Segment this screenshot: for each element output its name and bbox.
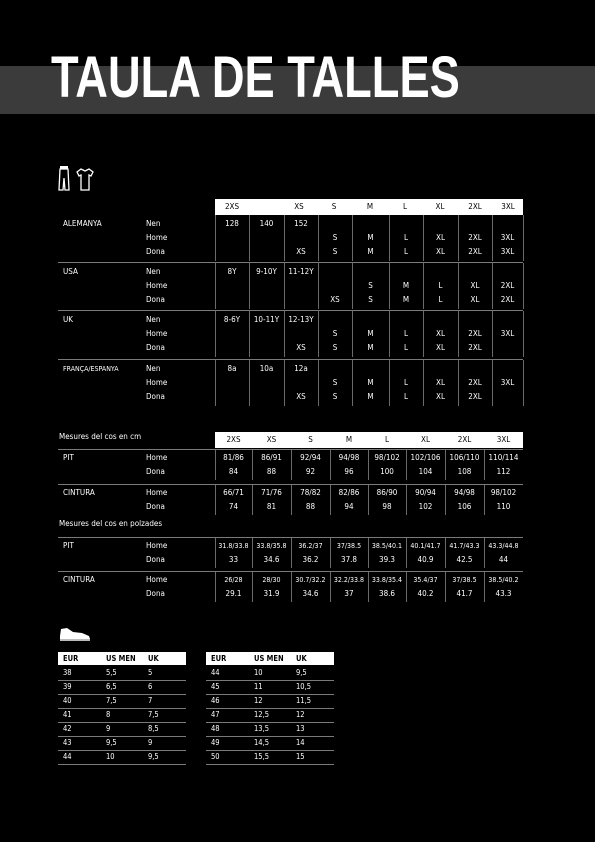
measure-cell: 26/28 <box>224 576 243 584</box>
size-cell: S <box>332 233 338 242</box>
shoe-size-cell: 50 <box>211 752 220 761</box>
measure-cell: 74 <box>228 502 239 511</box>
measure-cell: 108 <box>457 467 472 476</box>
measure-cell: 104 <box>418 467 433 476</box>
column-header: L <box>402 202 407 211</box>
size-cell: L <box>403 392 408 401</box>
size-cell: M <box>367 378 374 387</box>
group-divider <box>58 262 523 263</box>
shoe-size-cell: 12 <box>296 710 305 719</box>
size-cell: S <box>332 392 338 401</box>
measure-cell: 35.4/37 <box>413 576 438 584</box>
shoe-size-row <box>58 750 186 765</box>
size-cell: L <box>403 233 408 242</box>
measure-cell: 94/98 <box>338 453 360 462</box>
size-cell: 8-6Y <box>223 315 241 324</box>
size-cell: 2XL <box>468 378 482 387</box>
column-divider <box>523 360 524 406</box>
shoe-size-cell: 41 <box>63 710 72 719</box>
size-cell: 2XL <box>500 295 515 304</box>
shoe-size-cell: 38 <box>63 668 72 677</box>
measure-cell: 37/38.5 <box>336 542 362 550</box>
size-cell: 3XL <box>500 329 515 338</box>
section-heading: Mesures del cos en cm <box>59 432 142 441</box>
shoe-size-cell: 7,5 <box>106 696 117 705</box>
group-divider <box>58 359 523 360</box>
measure-cell: 44 <box>498 555 509 564</box>
column-divider <box>523 215 524 261</box>
measure-cell: 41.7/43.3 <box>449 542 480 550</box>
row-label: Dona <box>146 247 165 256</box>
shoe-size-row <box>206 750 334 765</box>
size-cell: L <box>403 247 408 256</box>
size-cell: 10-11Y <box>253 315 280 324</box>
shoe-size-row <box>206 666 334 681</box>
measure-cell: 110 <box>496 502 511 511</box>
country-label: USA <box>63 267 78 276</box>
measure-cell: 36.2 <box>302 555 319 564</box>
size-cell: M <box>367 343 374 352</box>
measure-cell: 29.1 <box>225 589 242 598</box>
measure-cell: 36.2/37 <box>298 542 323 550</box>
measure-cell: 94 <box>344 502 354 511</box>
shoe-icon <box>58 626 92 646</box>
column-header: XS <box>294 202 304 211</box>
column-header: UK <box>296 654 307 663</box>
measure-cell: 33.8/35.8 <box>256 542 287 550</box>
measure-cell: 41.7 <box>456 589 473 598</box>
shoe-size-cell: 48 <box>211 724 220 733</box>
column-header: 2XS <box>224 202 240 211</box>
measure-cell: 37.8 <box>340 555 358 564</box>
shoe-size-row <box>58 694 186 709</box>
shoe-size-cell: 11 <box>254 682 263 691</box>
column-header: XL <box>435 202 445 211</box>
measure-cell: 90/94 <box>415 488 436 497</box>
measure-cell: 31.8/33.8 <box>218 542 249 550</box>
row-label: Home <box>146 575 168 584</box>
measure-cell: 37/38.5 <box>452 576 477 584</box>
measure-cell: 106/110 <box>449 453 480 462</box>
size-cell: XS <box>296 392 306 401</box>
measure-cell: 98/102 <box>490 488 517 497</box>
row-label: Nen <box>146 219 161 228</box>
shoe-size-cell: 10,5 <box>296 682 312 691</box>
size-cell: 12a <box>294 364 308 373</box>
size-cell: 3XL <box>500 233 515 242</box>
size-cell: L <box>403 343 408 352</box>
measure-cell: 37 <box>344 589 354 598</box>
shoe-size-cell: 6,5 <box>106 682 117 691</box>
column-header: M <box>345 435 353 444</box>
shoe-size-cell: 46 <box>211 696 220 705</box>
row-label: Home <box>146 541 168 550</box>
size-cell: M <box>367 247 374 256</box>
shoe-size-cell: 11,5 <box>296 696 312 705</box>
shoe-size-cell: 40 <box>63 696 72 705</box>
shoe-size-cell: 5 <box>148 668 153 677</box>
size-cell: L <box>403 378 408 387</box>
measure-cell: 43.3/44.8 <box>488 542 519 550</box>
measure-cell: 81 <box>266 502 277 511</box>
measure-cell: 78/82 <box>300 488 321 497</box>
shoe-size-cell: 9,5 <box>106 738 117 747</box>
row-label: Dona <box>146 392 165 401</box>
size-cell: S <box>332 378 338 387</box>
measure-cell: 34.6 <box>263 555 280 564</box>
row-label: Dona <box>146 295 165 304</box>
shoe-size-row <box>206 680 334 695</box>
shoe-size-cell: 15,5 <box>254 752 270 761</box>
measure-cell: 33 <box>228 555 239 564</box>
size-cell: S <box>332 343 338 352</box>
size-cell: M <box>402 295 410 304</box>
size-cell: XL <box>436 329 445 338</box>
row-label: Home <box>146 488 168 497</box>
size-cell: 2XL <box>468 247 482 256</box>
measure-cell: 38.6 <box>378 589 396 598</box>
size-cell: XL <box>436 343 445 352</box>
shoe-size-cell: 45 <box>211 682 220 691</box>
measure-cell: 102/106 <box>410 453 441 462</box>
column-header: 3XL <box>496 435 511 444</box>
size-cell: 128 <box>225 219 239 228</box>
size-cell: L <box>438 281 443 290</box>
measure-cell: 39.3 <box>378 555 396 564</box>
size-cell: 3XL <box>500 247 515 256</box>
size-cell: 152 <box>294 219 308 228</box>
shoe-size-cell: 10 <box>254 668 263 677</box>
measure-label: PIT <box>63 541 74 550</box>
shoe-size-cell: 44 <box>211 668 220 677</box>
shoe-size-row <box>58 736 186 751</box>
column-divider <box>523 311 524 357</box>
size-cell: L <box>438 295 443 304</box>
column-header: EUR <box>211 654 227 663</box>
size-cell: L <box>403 329 408 338</box>
size-cell: XL <box>470 281 480 290</box>
measure-cell: 86/90 <box>376 488 398 497</box>
row-label: Nen <box>146 267 161 276</box>
size-cell: M <box>367 233 374 242</box>
measure-cell: 33.8/35.4 <box>371 576 403 584</box>
section-heading: Mesures del cos en polzades <box>59 519 163 528</box>
shoe-size-cell: 8,5 <box>148 724 159 733</box>
shoe-size-row <box>58 722 186 737</box>
row-label: Dona <box>146 555 165 564</box>
column-header: S <box>331 202 337 211</box>
size-cell: 9-10Y <box>256 267 277 276</box>
measure-cell: 31.9 <box>263 589 280 598</box>
shoe-size-cell: 47 <box>211 710 220 719</box>
shoe-size-row <box>206 736 334 751</box>
size-cell: 11-12Y <box>288 267 314 276</box>
group-divider <box>58 310 523 311</box>
size-cell: 2XL <box>500 281 515 290</box>
measure-cell: 98 <box>382 502 392 511</box>
row-label: Dona <box>146 502 165 511</box>
row-label: Dona <box>146 467 165 476</box>
measure-cell: 86/91 <box>261 453 282 462</box>
shoe-size-cell: 9,5 <box>296 668 307 677</box>
measure-cell: 98/102 <box>374 453 400 462</box>
measure-cell: 43.3 <box>495 589 512 598</box>
shoe-size-cell: 9 <box>148 738 153 747</box>
shoe-size-cell: 42 <box>63 724 72 733</box>
shoe-size-cell: 14,5 <box>254 738 270 747</box>
measure-cell: 32.2/33.8 <box>333 576 365 584</box>
measure-cell: 110/114 <box>488 453 519 462</box>
measure-cell: 40.9 <box>417 555 434 564</box>
size-cell: 8Y <box>227 267 237 276</box>
shoe-size-cell: 13,5 <box>254 724 270 733</box>
column-header: S <box>308 435 313 444</box>
measure-cell: 30.7/32.2 <box>295 576 326 584</box>
shoe-size-cell: 9 <box>106 724 111 733</box>
apparel-header-row <box>215 199 523 215</box>
column-header: 2XL <box>468 202 482 211</box>
column-divider <box>523 263 524 309</box>
column-header: UK <box>148 654 159 663</box>
measure-cell: 40.2 <box>417 589 434 598</box>
shoe-size-cell: 12 <box>254 696 263 705</box>
row-label: Dona <box>146 589 165 598</box>
row-label: Nen <box>146 364 161 373</box>
measure-cell: 40.1/41.7 <box>410 542 441 550</box>
size-cell: 2XL <box>468 392 482 401</box>
row-label: Home <box>146 378 168 387</box>
shoe-size-row <box>206 708 334 723</box>
size-cell: M <box>367 392 374 401</box>
shoe-size-cell: 39 <box>63 682 72 691</box>
shoe-size-cell: 5,5 <box>106 668 117 677</box>
measure-cell: 84 <box>228 467 239 476</box>
measure-cell: 81/86 <box>223 453 244 462</box>
shoe-size-cell: 12,5 <box>254 710 270 719</box>
column-header: 2XS <box>226 435 241 444</box>
measure-cell: 42.5 <box>456 555 473 564</box>
column-header: L <box>384 435 389 444</box>
measure-label: CINTURA <box>63 575 95 584</box>
row-label: Nen <box>146 315 161 324</box>
size-cell: 140 <box>259 219 274 228</box>
shirt-and-shorts-icon <box>58 166 100 196</box>
row-label: Home <box>146 329 168 338</box>
row-label: Home <box>146 453 168 462</box>
size-cell: 2XL <box>468 343 482 352</box>
size-cell: S <box>368 281 373 290</box>
column-header: US MEN <box>254 654 284 663</box>
shoe-size-cell: 44 <box>63 752 72 761</box>
measure-cell: 38.5/40.2 <box>488 576 519 584</box>
size-cell: S <box>368 295 373 304</box>
size-cell: S <box>332 329 338 338</box>
size-cell: XL <box>470 295 480 304</box>
shoe-size-cell: 14 <box>296 738 305 747</box>
measure-cell: 106 <box>457 502 472 511</box>
shoe-size-row <box>58 680 186 695</box>
country-label: UK <box>63 315 73 324</box>
size-cell: 12-13Y <box>288 315 314 324</box>
shoe-size-cell: 7 <box>148 696 153 705</box>
measure-cell: 102 <box>418 502 433 511</box>
measure-cell: 28/30 <box>262 576 281 584</box>
size-cell: M <box>367 329 374 338</box>
shoe-size-row <box>58 708 186 723</box>
size-cell: XL <box>436 378 445 387</box>
shoe-size-row <box>206 722 334 737</box>
shoe-size-cell: 9,5 <box>148 752 159 761</box>
shoe-size-cell: 10 <box>106 752 115 761</box>
shoe-size-row <box>206 694 334 709</box>
row-label: Home <box>146 281 168 290</box>
measure-cell: 88 <box>305 502 316 511</box>
size-cell: XL <box>436 392 445 401</box>
column-header: EUR <box>63 654 79 663</box>
measure-cell: 92/94 <box>300 453 321 462</box>
column-header: 2XL <box>457 435 472 444</box>
shoe-size-cell: 6 <box>148 682 153 691</box>
measure-cell: 82/86 <box>338 488 360 497</box>
size-cell: 10a <box>259 364 274 373</box>
size-cell: 3XL <box>500 378 515 387</box>
column-header: XS <box>266 435 277 444</box>
measure-cell: 94/98 <box>454 488 475 497</box>
measure-cell: 71/76 <box>261 488 282 497</box>
column-header: M <box>366 202 374 211</box>
column-header: 3XL <box>501 202 515 211</box>
size-cell: 8a <box>227 364 237 373</box>
measure-label: CINTURA <box>63 488 95 497</box>
shoe-size-row <box>58 666 186 681</box>
size-cell: XS <box>296 343 306 352</box>
size-cell: S <box>332 247 338 256</box>
measure-cell: 66/71 <box>223 488 244 497</box>
row-label: Home <box>146 233 168 242</box>
measure-header-row <box>215 432 523 448</box>
size-cell: XL <box>436 233 445 242</box>
country-label: ALEMANYA <box>63 219 102 228</box>
row-label: Dona <box>146 343 165 352</box>
size-cell: 2XL <box>468 233 482 242</box>
shoe-header-row <box>58 652 186 665</box>
shoe-size-cell: 43 <box>63 738 72 747</box>
shoe-size-cell: 15 <box>296 752 305 761</box>
country-label: FRANÇA/ESPANYA <box>63 365 119 373</box>
shoe-header-row <box>206 652 334 665</box>
shoe-size-cell: 13 <box>296 724 305 733</box>
measure-cell: 88 <box>266 467 277 476</box>
shoe-size-cell: 8 <box>106 710 111 719</box>
size-cell: M <box>402 281 410 290</box>
size-cell: 2XL <box>468 329 482 338</box>
measure-cell: 112 <box>496 467 511 476</box>
column-header: XL <box>421 435 430 444</box>
measure-label: PIT <box>63 453 74 462</box>
measure-cell: 100 <box>380 467 394 476</box>
size-cell: XS <box>330 295 340 304</box>
shoe-size-cell: 7,5 <box>148 710 159 719</box>
column-header: US MEN <box>106 654 136 663</box>
shoe-size-cell: 49 <box>211 738 220 747</box>
measure-cell: 96 <box>344 467 354 476</box>
measure-cell: 38.5/40.1 <box>371 542 403 550</box>
size-cell: XS <box>296 247 306 256</box>
size-cell: XL <box>436 247 445 256</box>
measure-cell: 92 <box>305 467 316 476</box>
page-title: TAULA DE TALLES <box>51 45 460 110</box>
measure-cell: 34.6 <box>302 589 319 598</box>
